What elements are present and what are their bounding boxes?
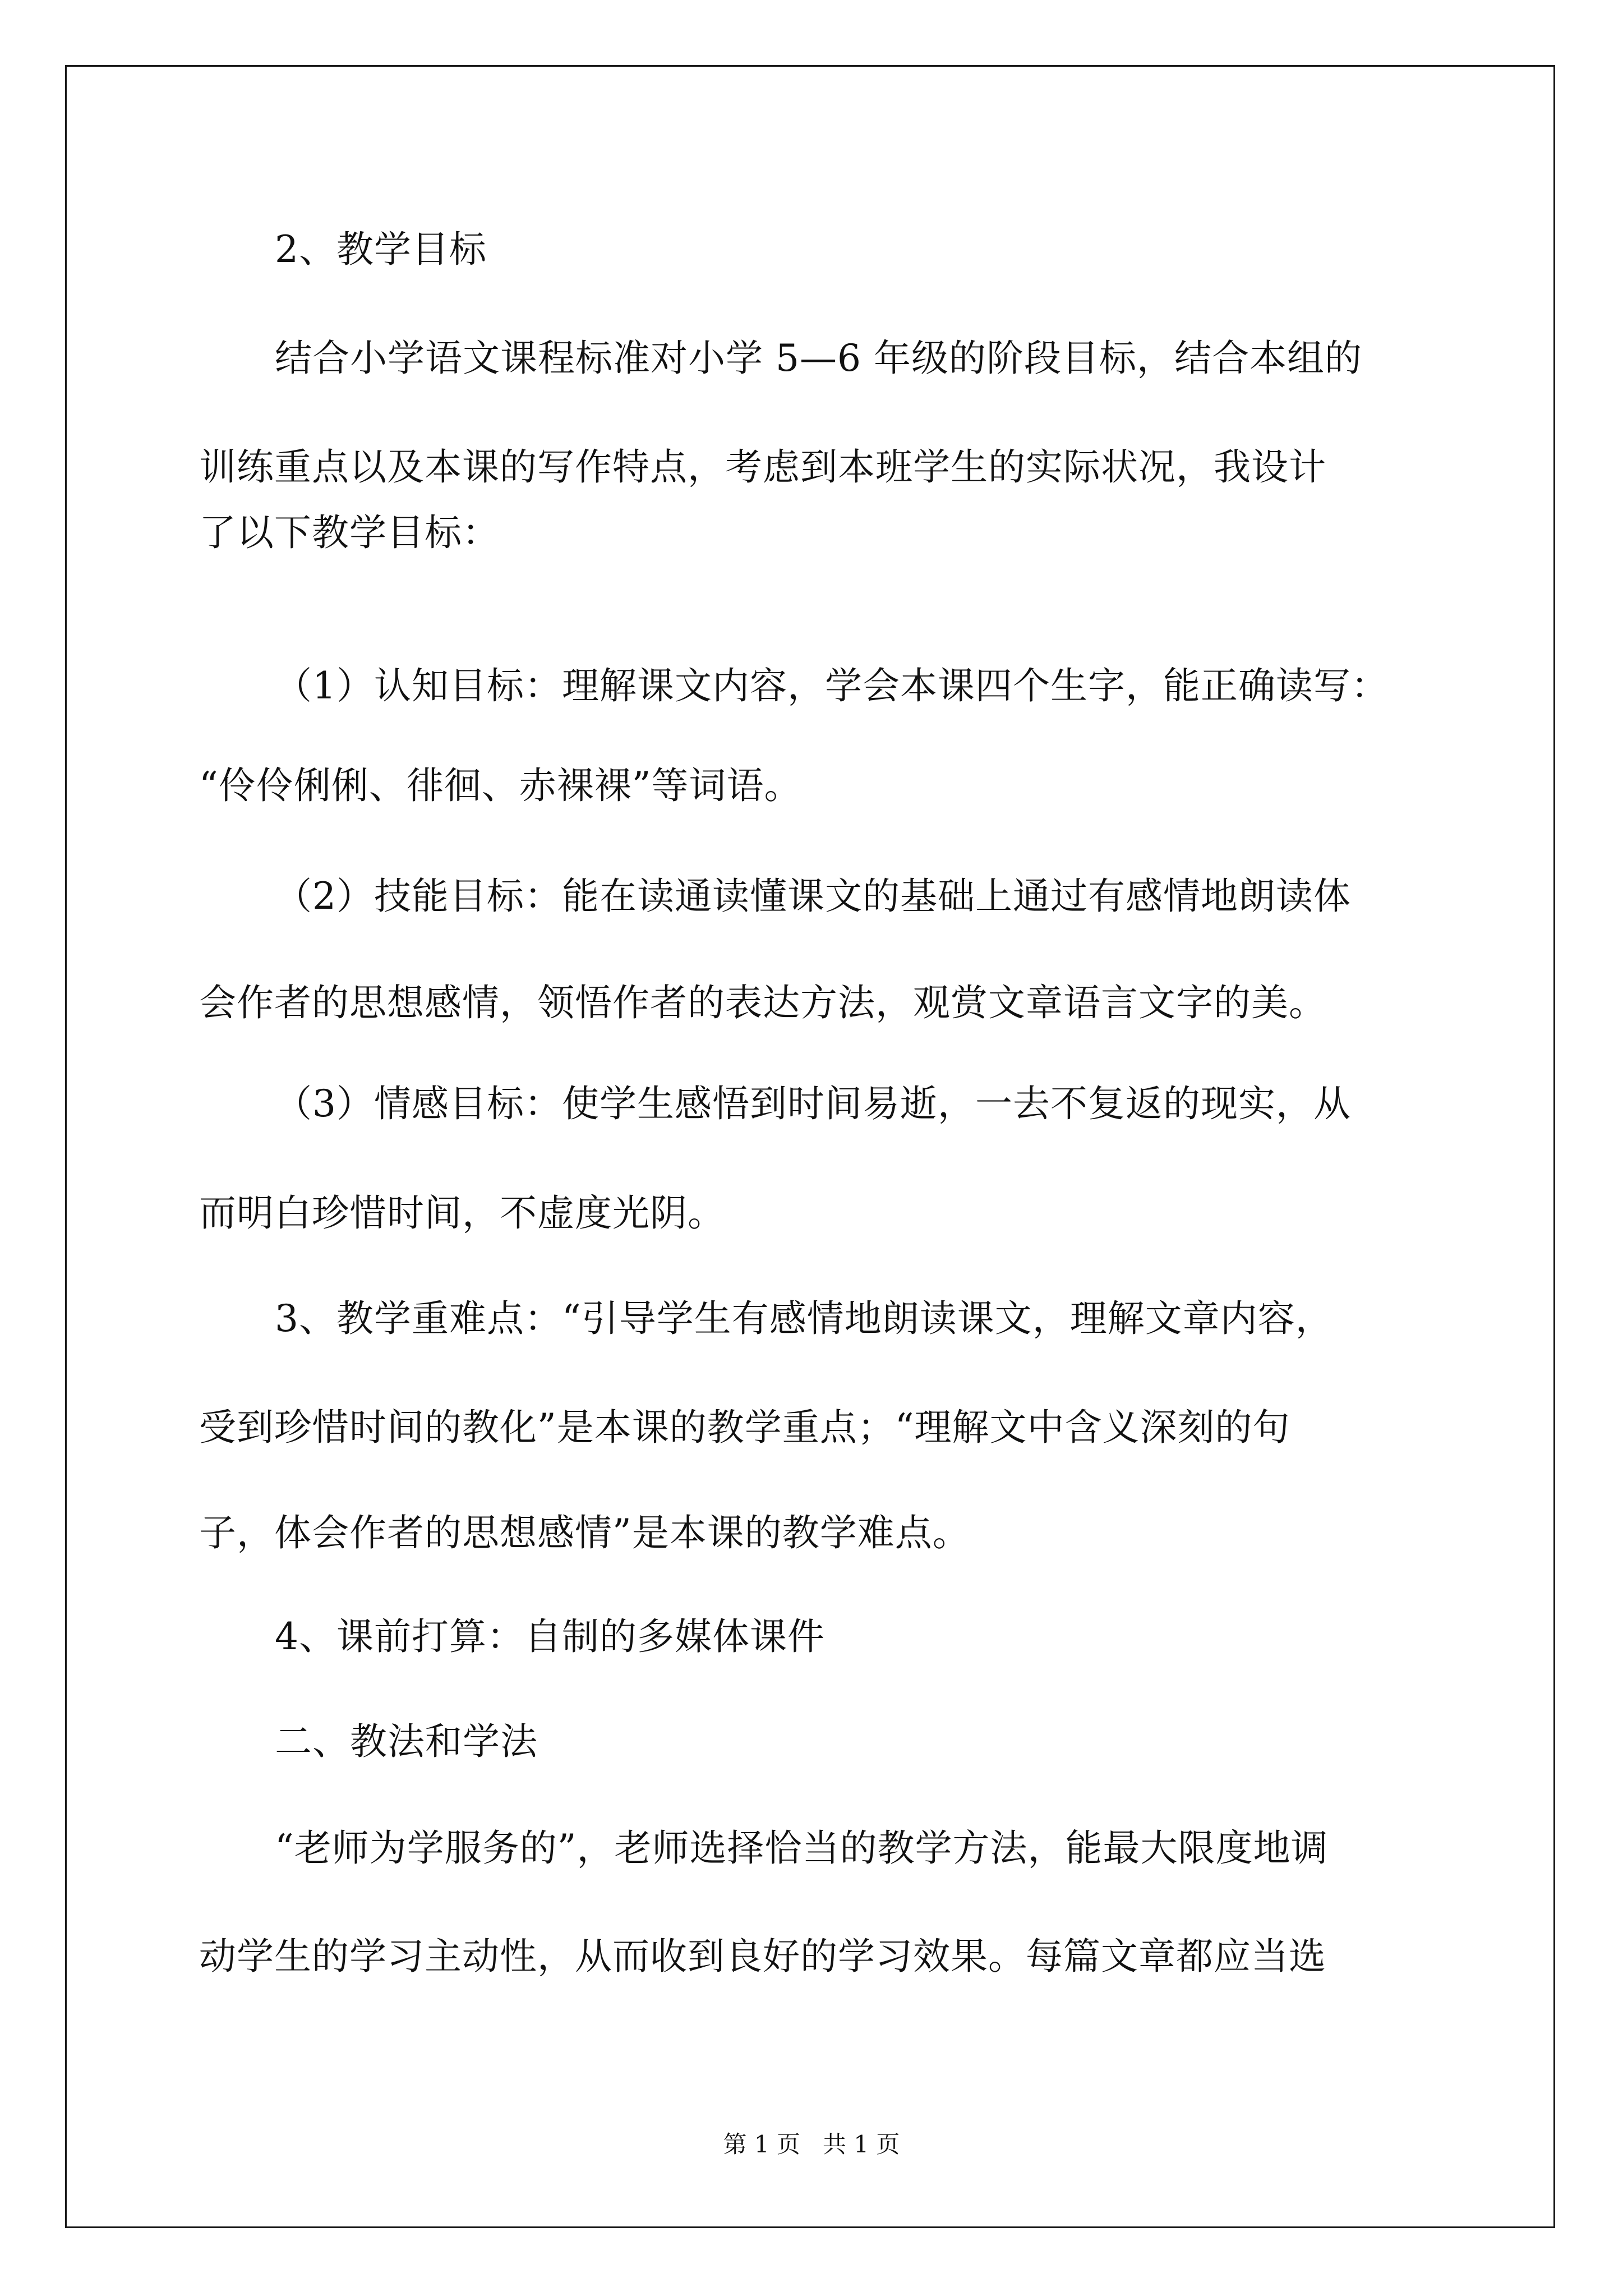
section-heading-teaching-goals: 2、教学目标 [275,228,487,271]
page-total: 共 1 页 [823,2131,900,2158]
paragraph-line: 了以下教学目标： [199,511,500,554]
page-footer [0,2133,1623,2156]
paragraph-line: （3）情感目标：使学生感悟到时间易逝，一去不复返的现实，从 [275,1082,1351,1125]
section-heading-preparation: 4、课前打算：自制的多媒体课件 [275,1615,825,1658]
paragraph-line: 训练重点以及本课的写作特点，考虑到本班学生的实际状况，我设计 [199,445,1326,489]
paragraph-line: 会作者的思想感情，领悟作者的表达方法，观赏文章语言文字的美。 [199,981,1326,1024]
paragraph-line: （2）技能目标：能在读通读懂课文的基础上通过有感情地朗读体 [275,875,1351,918]
paragraph-line: 动学生的学习主动性，从而收到良好的学习效果。每篇文章都应当选 [199,1935,1326,1978]
paragraph-line: 而明白珍惜时间，不虚度光阴。 [199,1191,725,1235]
section-heading-key-points: 3、教学重难点：“引导学生有感情地朗读课文，理解文章内容， [275,1297,1333,1340]
paragraph-line: 受到珍惜时间的教化”是本课的教学重点；“理解文中含义深刻的句 [199,1406,1290,1449]
paragraph-line: “老师为学服务的”，老师选择恰当的教学方法，能最大限度地调 [275,1826,1329,1870]
paragraph-line: 子，体会作者的思想感情”是本课的教学难点。 [199,1511,970,1554]
paragraph-line: （1）认知目标：理解课文内容，学会本课四个生字，能正确读写： [275,664,1389,707]
page-number: 第 1 页 [723,2131,800,2158]
paragraph-line: “伶伶俐俐、徘徊、赤裸裸”等词语。 [199,764,802,807]
paragraph-line: 结合小学语文课程标准对小学 5—6 年级的阶段目标，结合本组的 [275,337,1362,380]
page-border [65,65,1555,2228]
section-heading-methods: 二、教法和学法 [275,1720,538,1763]
